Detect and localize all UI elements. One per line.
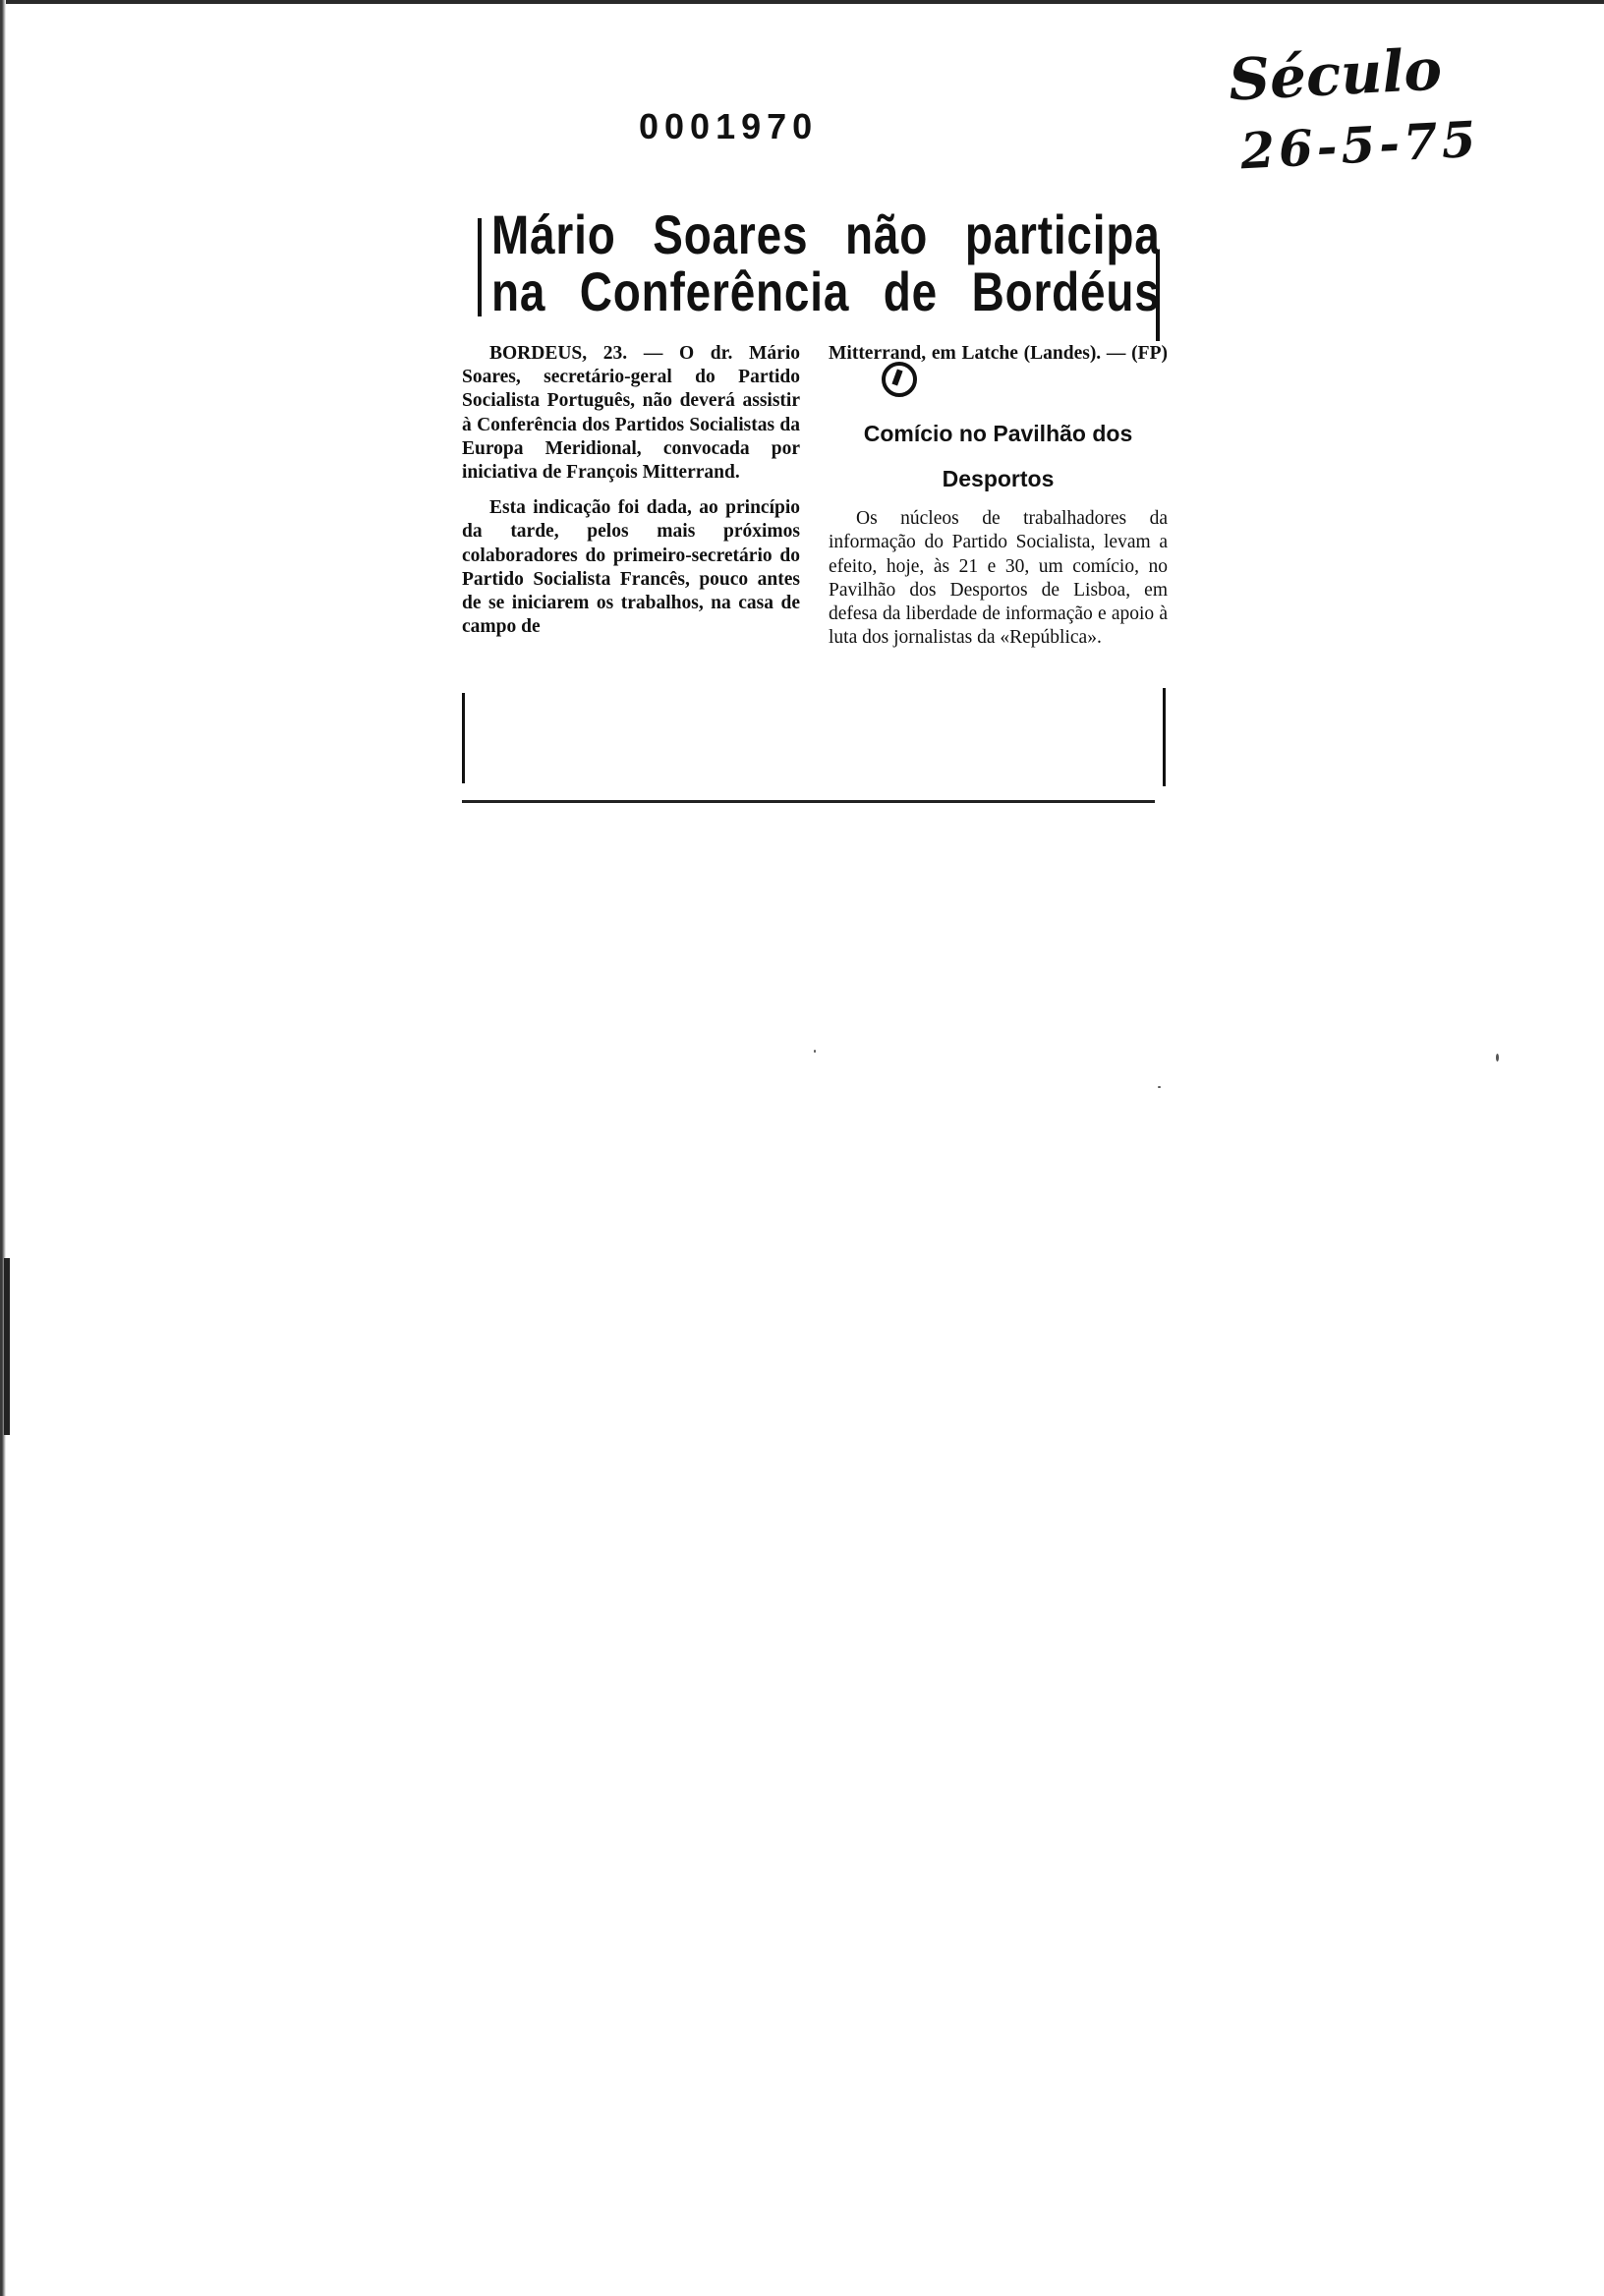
clipping-bottom-rule [462, 800, 1155, 803]
handwritten-date-note: 26-5-75 [1238, 109, 1481, 181]
scan-speck [814, 1050, 816, 1053]
scan-speck [1158, 1086, 1161, 1088]
scan-speck [1496, 1054, 1499, 1062]
scan-left-edge-mark [4, 1258, 10, 1435]
right-paragraph-1 [829, 342, 1168, 401]
agency-stamp-icon [882, 362, 917, 397]
article-headline [491, 203, 1161, 322]
clipping-cut-mark-left [478, 218, 482, 316]
archive-number: 0001970 [639, 106, 819, 146]
scan-top-edge [0, 0, 1604, 4]
article-right-column [829, 342, 1168, 650]
left-paragraph-1: BORDEUS, 23. — O dr. Mário Soares, secretário-geral do Partido Socialista Português, não deverá assistir à Conferência dos Partidos Socialistas da Europa Meridional, convocada por iniciativa de François Mitterrand. [462, 343, 800, 484]
right-paragraph-1-text: Mitterrand, em Latche (Landes). — (FP) [829, 343, 1168, 364]
right-paragraph-2: Os núcleos de trabalhadores da informação do Partido Socialista, levam a efeito, hoje, às 21 e 30, um comício, no Pavilhão dos Desportos de Lisboa, em defesa da liberdade de informação e apoio à luta dos jornalistas da «República». [829, 508, 1168, 649]
headline-line-1: Mário Soares não participa [491, 203, 1161, 265]
article-left-column [462, 342, 800, 639]
handwritten-source-note: Século [1227, 35, 1444, 114]
scan-left-edge [0, 0, 6, 2296]
newspaper-clipping [462, 197, 1170, 811]
clipping-cut-mark-lower-right [1163, 688, 1166, 786]
clipping-cut-mark-lower-left [462, 693, 465, 783]
left-paragraph-2: Esta indicação foi dada, ao princípio da tarde, pelos mais próximos colaboradores do primeiro-secretário do Partido Socialista Francês, pouco antes de se iniciarem os trabalhos, na casa de campo de [462, 497, 800, 638]
headline-line-2: na Conferência de Bordéus [491, 260, 1161, 322]
article-subhead: Comício no Pavilhão dos Desportos [863, 421, 1133, 492]
